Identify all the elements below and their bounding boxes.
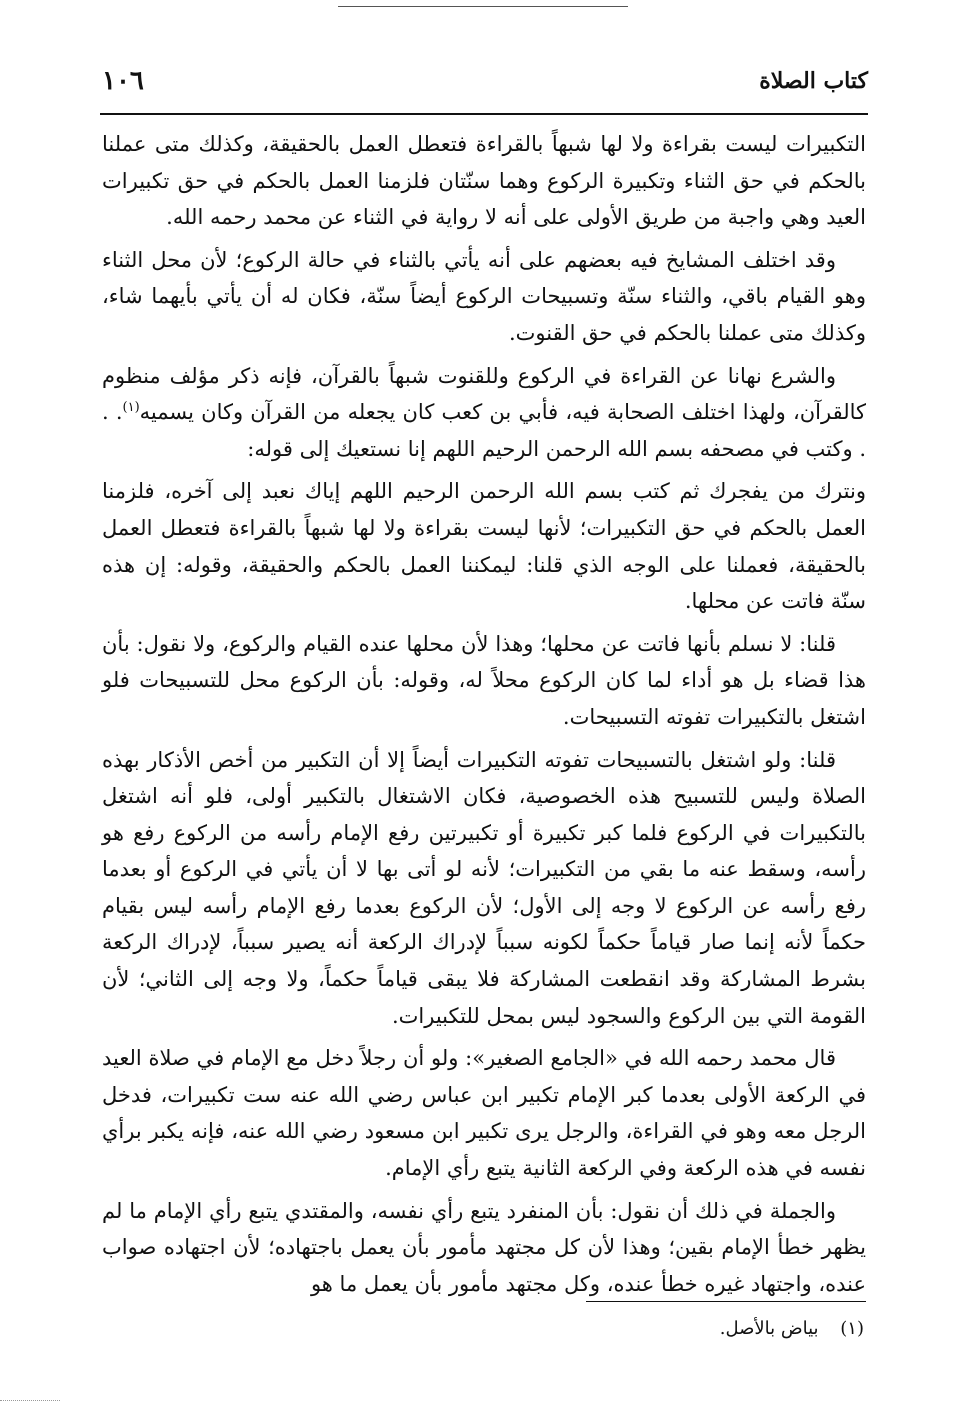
- paragraph-6: قلنا: ولو اشتغل بالتسبيحات تفوته التكبيرات أيضاً إلا أن التكبير من أخص الأذكار بهذه الصلاة وليس للتسبيح هذه الخصوصية، فكان الاشتغال بالتكبير أولى، فلو أنه اشتغل بالتكبيرات في الركوع فلما كبر تكبيرة أو تكبيرتين رفع الإمام رأسه من الركوع رفع هو رأسه، وسقط عنه ما بقي من التكبيرات؛ لأنه لو أتى بها لا أن يأتي في الركوع أو بعدما رفع رأسه عن الركوع لا وجه إلى الأول؛ لأن الركوع بعدما رفع الإمام رأسه ليس بقيام حكماً لأنه إنما صار قياماً حكماً لكونه سبباً لإدراك الركعة أنه يصير سبباً، لإدراك الركعة بشرط المشاركة وقد انقطعت المشاركة فلا يبقى قياماً حكماً، ولا وجه إلى الثاني؛ لأن القومة التي بين الركوع والسجود ليس بمحل للتكبيرات.: [102, 747, 866, 1028]
- paragraph-3-text: والشرع نهانا عن القراءة في الركوع وللقنوت شبهاً بالقرآن، فإنه ذكر مؤلف منظوم كالقرآن، ولهذا اختلف الصحابة فيه، فأبي بن كعب كان يجعله من القرآن وكان يسميه: [102, 363, 866, 425]
- paragraph-8: والجملة في ذلك أن نقول: بأن المنفرد يتبع رأي نفسه، والمقتدي يتبع رأي الإمام ما لم يظهر خطأ الإمام بقين؛ وهذا لأن كل مجتهد مأمور بأن يعمل باجتهاده؛ لأن اجتهاده صواب عنده، واجتهاد غيره خطأ عنده، وكل مجتهد مأمور بأن يعمل ما هو: [102, 1198, 866, 1296]
- page-header: [102, 66, 868, 106]
- paragraph-3: [102, 358, 866, 468]
- footnote-text: بياض بالأصل.: [719, 1318, 819, 1339]
- paragraph-2: وقد اختلف المشايخ فيه بعضهم على أنه يأتي بالثناء في حالة الركوع؛ لأن محل الثناء وهو القيام باقي، والثناء سنّة وتسبيحات الركوع أيضاً سنّة، فكان له أن يأتي بأيهما شاء، وكذلك متى عملنا بالحكم في حق القنوت.: [102, 247, 866, 345]
- paragraph-3-continuation: . . . وكتب في مصحفه بسم الله الرحمن الرحيم اللهم إنا نستعيك إلى قوله:: [102, 400, 866, 461]
- paragraph-7: قال محمد رحمه الله في «الجامع الصغير»: ولو أن رجلاً دخل مع الإمام في صلاة العيد في الركعة الأولى بعدما كبر الإمام تكبير ابن عباس رضي الله عنه ست تكبيرات، فدخل الرجل معه وهو في القراءة، والرجل يرى تكبير ابن مسعود رضي الله عنه، فإنه يكبر برأي نفسه في هذه الركعة وفي الركعة الثانية يتبع رأي الإمام.: [102, 1046, 866, 1181]
- scan-edge-mark: [0, 1400, 60, 1401]
- footnote-reference: (١): [122, 400, 140, 416]
- header-rule: [100, 113, 868, 115]
- scan-top-rule: [338, 6, 628, 7]
- running-title: كتاب الصلاة: [759, 68, 868, 94]
- main-text: [102, 126, 866, 1308]
- page-number: ١٠٦: [102, 66, 144, 96]
- paragraph-5: قلنا: لا نسلم بأنها فاتت عن محلها؛ وهذا لأن محلها عنده القيام والركوع، ولا نقول: بأن هذا قضاء بل هو أداء لما كان الركوع محلاً له، وقوله: بأن الركوع محل للتسبيحات فلو اشتغل بالتكبيرات تفوته التسبيحات.: [102, 631, 866, 729]
- footnote: [720, 1316, 864, 1342]
- footnote-rule: [586, 1301, 866, 1302]
- paragraph-4: ونترك من يفجرك ثم كتب بسم الله الرحمن الرحيم اللهم إياك نعبد إلى آخره، فلزمنا العمل بالحكم في حق التكبيرات؛ لأنها ليست بقراءة ولا لها شبهاً بالقراءة فتعطل العمل بالحقيقة، فعملنا على الوجه الذي قلنا: ليمكننا العمل بالحكم والحقيقة، وقوله: إن هذه سنّة فاتت عن محلها.: [102, 479, 866, 614]
- paragraph-1: التكبيرات ليست بقراءة ولا لها شبهاً بالقراءة فتعطل العمل بالحقيقة، وكذلك متى عملنا بالحكم في حق الثناء وتكبيرة الركوع وهما سنّتان فلزمنا العمل بالحكم في حق تكبيرات العيد وهي واجبة من طريق الأولى على أنه لا رواية في الثناء عن محمد رحمه الله.: [102, 132, 866, 230]
- footnote-marker: (١): [840, 1318, 864, 1339]
